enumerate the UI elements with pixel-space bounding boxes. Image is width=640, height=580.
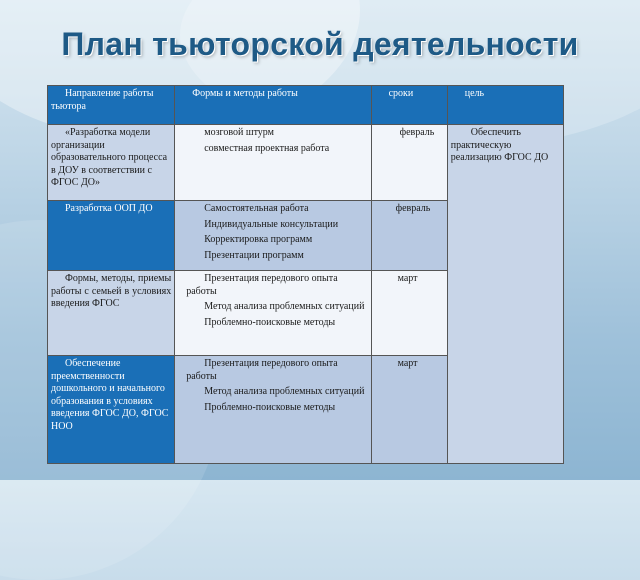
method-item: совместная проектная работа [204,142,330,154]
direction-cell: Формы, методы, приемы работы с семьей в условиях введения ФГОС [48,271,175,356]
slide-title: План тьюторской деятельности [61,26,579,62]
method-item: Самостоятельная работа [204,203,309,214]
direction-cell: Обеспечение преемственности дошкольного и начального образования в условиях введения ФГОС ДО, ФГОС НОО [48,356,175,464]
method-item: Проблемно-поисковые методы [204,316,336,328]
method-item: мозговой штурм [204,127,274,138]
tutor-plan-table [47,85,564,464]
method-item: Индивидуальные консультации [204,218,339,230]
direction-cell: Разработка ООП ДО [48,201,175,271]
method-item: Презентации программ [204,249,304,261]
method-item: Проблемно-поисковые методы [204,401,336,413]
header-direction: Направление работы тьютора [48,86,175,125]
header-term: сроки [371,86,447,125]
method-item: Презентация передового опыта работы [186,358,338,382]
method-item: Презентация передового опыта работы [186,273,338,297]
header-goal: цель [447,86,563,125]
methods-cell [175,201,371,271]
term-cell: февраль [371,125,447,201]
direction-cell: «Разработка модели организации образовательного процесса в ДОУ в соответствии с ФГОС ДО» [48,125,175,201]
methods-cell [175,125,371,201]
method-item: Метод анализа проблемных ситуаций [204,301,365,312]
term-cell: март [371,356,447,464]
goal-cell: Обеспечить практическую реализацию ФГОС ДО [447,125,563,464]
method-item: Корректировка программ [204,234,313,245]
table-row [48,125,564,201]
header-methods: Формы и методы работы [175,86,371,125]
table-header-row [48,86,564,125]
term-cell: март [371,271,447,356]
methods-cell [175,356,371,464]
term-cell: февраль [371,201,447,271]
methods-cell [175,271,371,356]
method-item: Метод анализа проблемных ситуаций [204,386,365,397]
